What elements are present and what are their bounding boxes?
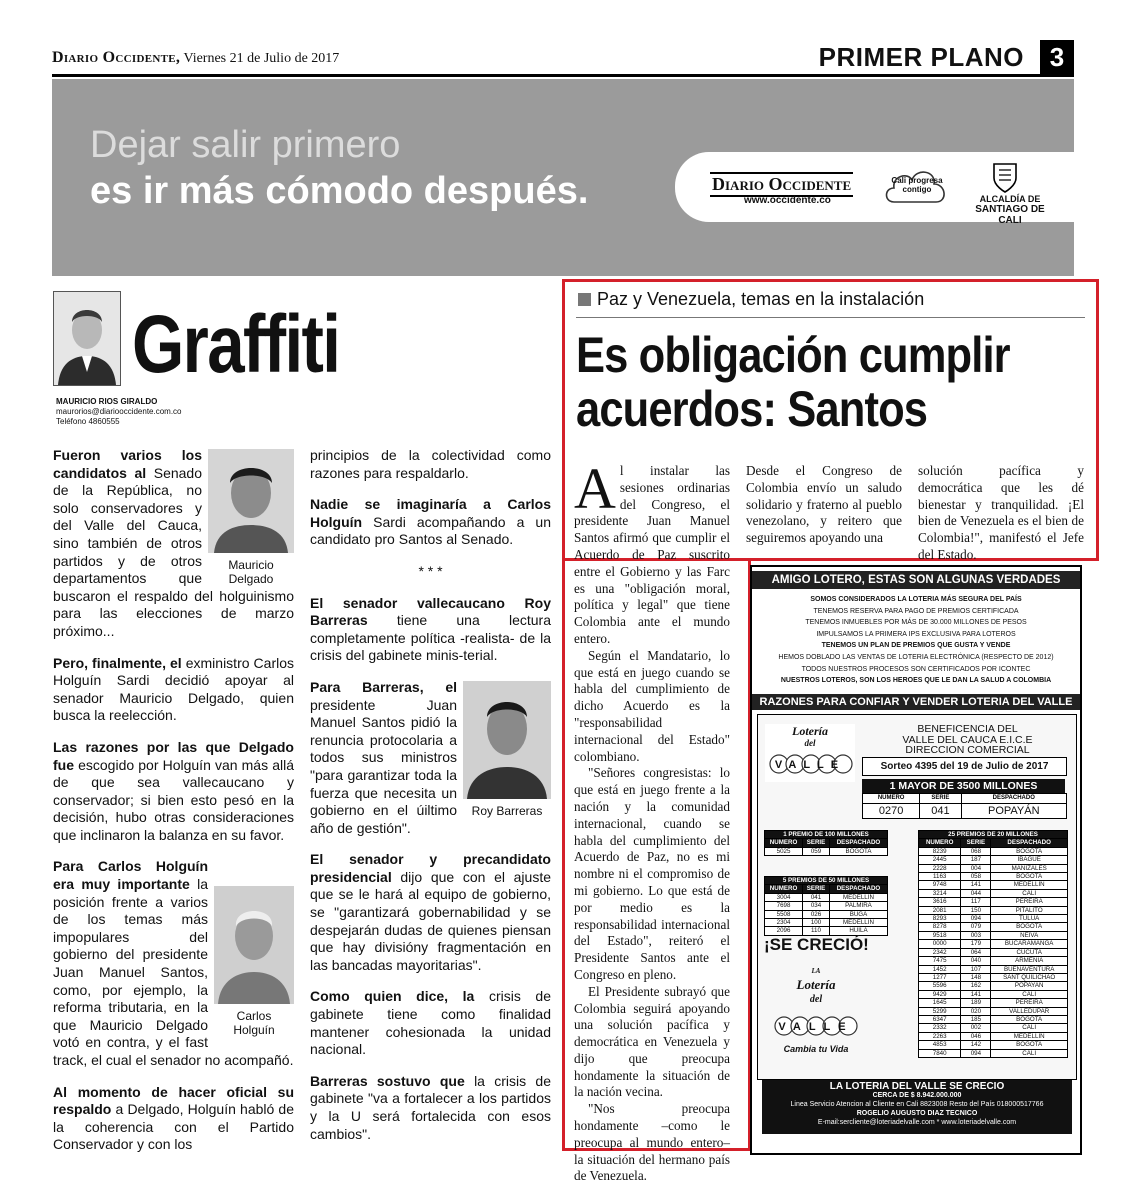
prize-city: POPAYÁN — [961, 804, 1066, 819]
prize-number: 8278 — [919, 923, 961, 931]
paragraph-lead: Nadie se imaginaría a Carlos Holguín — [310, 496, 551, 530]
mayor-prize-title: 1 MAYOR DE 3500 MILLONES — [862, 779, 1065, 793]
prize-number: 5508 — [765, 910, 803, 918]
col-header: NUMERO — [765, 885, 803, 893]
col-header: NUMERO — [765, 839, 803, 847]
prize-number: 1645 — [919, 999, 961, 1007]
paragraph-lead: Para Barreras, el — [310, 678, 457, 695]
paragraph-lead: Fueron varios los candidatos al — [53, 447, 202, 481]
prize-city: BOGOTA — [991, 847, 1068, 855]
prize-number: 2263 — [919, 1032, 961, 1040]
loteria-slogan: Cambia tu Vida — [783, 1044, 849, 1054]
prize-serie: 141 — [961, 881, 991, 889]
diario-occidente-url: www.occidente.co — [744, 195, 831, 206]
prize-serie: 079 — [961, 923, 991, 931]
prize-serie: 094 — [961, 915, 991, 923]
graffiti-paragraph — [53, 1084, 294, 1154]
prize-row — [919, 864, 1068, 872]
alcaldia-line-2: SANTIAGO DE CALI — [975, 204, 1045, 226]
prize-city: MANIZALES — [991, 864, 1068, 872]
paragraph-body: crisis de gabinete tiene como finalidad mantener cohesionada la unidad nacional. — [310, 988, 551, 1058]
graffiti-column-2 — [310, 447, 551, 1157]
holguin-portrait-icon — [214, 886, 294, 1004]
paragraph-lead: Las razones por las que Delgado fue — [53, 738, 294, 773]
logo-word: LA — [811, 967, 821, 975]
prize-row — [919, 965, 1068, 973]
prize-number: 5025 — [765, 847, 803, 855]
prize-city: CALI — [991, 1049, 1068, 1057]
author-email[interactable]: maurorios@diariooccidente.com.co — [56, 407, 182, 416]
holguin-photo-box — [214, 886, 294, 1036]
logo-word: Lotería — [796, 977, 836, 992]
prize-row — [919, 990, 1068, 998]
graffiti-paragraph — [310, 851, 551, 974]
author-name: MAURICIO RIOS GIRALDO — [56, 397, 158, 406]
alcaldia-label — [970, 194, 1050, 226]
dropcap: A — [574, 456, 616, 521]
sorteo-label: Sorteo 4395 del 19 de Julio de 2017 — [862, 757, 1067, 776]
banner-line-1: Dejar salir primero — [90, 124, 401, 166]
prize-serie: 026 — [803, 910, 830, 918]
author-portrait-icon — [54, 292, 120, 385]
col-header: DESPACHADO — [829, 839, 887, 847]
prize-row — [919, 1024, 1068, 1032]
issue-date: Viernes 21 de Julio de 2017 — [183, 51, 340, 66]
prize-row — [765, 847, 888, 855]
masthead-date-line — [52, 49, 339, 67]
paper-name: Diario Occidente, — [52, 49, 181, 66]
prize-row — [765, 910, 888, 918]
prize-city: BUCARAMANGA — [991, 940, 1068, 948]
se-crecio-label: ¡SE CRECIÓ! — [764, 935, 869, 954]
paragraph-lead: El senador vallecaucano Roy Barreras — [310, 594, 551, 629]
prize-number: 1452 — [919, 965, 961, 973]
prize-row — [919, 906, 1068, 914]
prize-serie: 107 — [961, 965, 991, 973]
paragraph-lead: Al momento de hacer oficial su respaldo — [53, 1083, 294, 1118]
mayor-prize-table — [862, 793, 1067, 819]
prize-city: PALMIRA — [829, 902, 887, 910]
premio-100-table — [764, 830, 888, 856]
prize-row — [919, 923, 1068, 931]
prize-number: 1163 — [919, 873, 961, 881]
footer-line: Linea Servicio Atencion al Cliente en Cali 8823008 Resto del País 018000517766 — [790, 1101, 1044, 1108]
prize-number: 3616 — [919, 898, 961, 906]
graffiti-paragraph — [53, 655, 294, 725]
prize-serie: 058 — [961, 873, 991, 881]
article-paragraph: Desde el Congreso de Colombia envío un saludo solidario y fraterno al pueblo venezolano, y reitero que seguiremos apoyando una — [746, 463, 902, 546]
paragraph-body: escogido por Holguín van más allá de que sea vallecaucano y conservador; si bien esto pesó en la decisión, hubo otras consideraciones que inclinaron la balanza en su favor. — [53, 756, 294, 843]
prize-row — [765, 919, 888, 927]
prize-number: 4853 — [919, 1041, 961, 1049]
col-header: DESPACHADO — [961, 794, 1066, 804]
prize-number: 2081 — [919, 906, 961, 914]
footer-line[interactable]: E-mail:sercliente@loteriadelvalle.com * www.loteriadelvalle.com — [817, 1119, 1017, 1126]
prize-serie: 041 — [803, 893, 830, 901]
prize-row — [919, 856, 1068, 864]
article-kicker — [578, 289, 924, 310]
barreras-photo-box — [463, 681, 551, 819]
prize-city: MEDELLIN — [991, 881, 1068, 889]
delgado-caption-line-1: Mauricio — [228, 557, 274, 572]
prize-city: PITALITO — [991, 906, 1068, 914]
prize-serie: 002 — [961, 1024, 991, 1032]
prize-serie: 189 — [961, 999, 991, 1007]
prize-number: 8293 — [919, 915, 961, 923]
prize-serie: 117 — [961, 898, 991, 906]
prize-serie: 004 — [961, 864, 991, 872]
delgado-portrait-icon — [208, 449, 294, 553]
prize-serie: 059 — [803, 847, 830, 855]
graffiti-paragraph — [310, 988, 551, 1058]
prize-city: MEDELLIN — [829, 893, 887, 901]
page-number: 3 — [1040, 40, 1074, 74]
prize-city: TULUA — [991, 915, 1068, 923]
prize-city: MEDELLIN — [991, 1032, 1068, 1040]
holguin-caption — [214, 1009, 294, 1037]
prize-city: BOGOTA — [991, 923, 1068, 931]
beneficencia-label — [870, 724, 1065, 756]
table-title: 5 PREMIOS DE 50 MILLONES — [765, 877, 888, 885]
author-info — [56, 397, 182, 427]
graffiti-paragraph — [310, 1073, 551, 1143]
lottery-footer — [762, 1080, 1072, 1134]
article-column-1 — [574, 456, 730, 1185]
prize-row — [919, 948, 1068, 956]
paragraph-body: a Delgado, Holguín habló de la coherencia con el Partido Conservador y con los — [53, 1101, 295, 1153]
graffiti-paragraph — [310, 595, 551, 665]
prize-city: IBAGUE — [991, 856, 1068, 864]
prize-city: HUILA — [829, 927, 887, 935]
holguin-caption-line-2: Holguín — [233, 1023, 275, 1038]
truth-item: SOMOS CONSIDERADOS LA LOTERIA MÁS SEGURA DEL PAÍS — [810, 596, 1022, 603]
premio-20-table — [918, 830, 1068, 1058]
prize-city: CUCUTA — [991, 948, 1068, 956]
prize-serie: 068 — [961, 847, 991, 855]
table-title: 25 PREMIOS DE 20 MILLONES — [919, 831, 1068, 839]
truth-item: IMPULSAMOS LA PRIMERA IPS EXCLUSIVA PARA LOTEROS — [816, 630, 1016, 638]
prize-number: 9429 — [919, 990, 961, 998]
prize-city: BOGOTA — [829, 847, 887, 855]
paragraph-text: l instalar las sesiones ordinarias del Congreso, el presidente Juan Manuel Santos afirmó que cumplir el Acuerdo de Paz suscrito entre el Gobierno y las Farc es una "obligación moral, política y legal" que tiene Colombia ante el mundo entero. — [574, 463, 730, 646]
paragraph-lead: Como quien dice, la — [310, 988, 475, 1005]
lottery-truths-list — [752, 594, 1080, 687]
col-header: SERIE — [803, 885, 830, 893]
paragraph-body: dijo que con el ajuste que se le hará al equipo de gobierno, se "garantizará gobernabilidad y se despejarán dudas de quienes piensan que hay divisióny fragmentación en las bancadas mayoritarias". — [310, 868, 551, 973]
article-column-2 — [746, 463, 902, 547]
benef-line: BENEFICENCIA DEL — [917, 723, 1018, 735]
prize-serie: 179 — [961, 940, 991, 948]
prize-number: 7840 — [919, 1049, 961, 1057]
article-paragraph: "Nos preocupa hondamente –como le preocupa al mundo entero– la situación del hermano país de Venezuela. — [574, 1101, 730, 1184]
prize-row — [919, 1049, 1068, 1057]
prize-serie: 020 — [961, 1007, 991, 1015]
prize-number: 9518 — [919, 931, 961, 939]
banner-line-2: es ir más cómodo después. — [90, 170, 589, 212]
prize-city: VALLEDUPAR — [991, 1007, 1068, 1015]
prize-serie: 150 — [961, 906, 991, 914]
col-header: NUMERO — [919, 839, 961, 847]
prize-city: PEREIRA — [991, 898, 1068, 906]
truth-item: TODOS NUESTROS PROCESOS SON CERTIFICADOS POR ICONTEC — [801, 665, 1031, 673]
kicker-text: Paz y Venezuela, temas en la instalación — [597, 289, 925, 309]
prize-city: NEIVA — [991, 931, 1068, 939]
alcaldia-line-1: ALCALDÍA DE — [979, 194, 1041, 204]
prize-serie: 064 — [961, 948, 991, 956]
diario-occidente-logo: Diario Occidente — [710, 172, 853, 197]
footer-line: LA LOTERIA DEL VALLE SE CRECIO — [829, 1081, 1005, 1092]
article-paragraph: "Señores congresistas: lo que está en juego frente a la nación y la comunidad internacional, cuando se habla del cumplimiento del Acuerdo de Paz, no es mi nombre ni el compromiso de mi gobierno. Lo que está de por medio es la responsabilidad internacional del Estado", reiteró el Presidente Santos ante el Congreso en pleno. — [574, 765, 730, 982]
cloud-text: Cali progresa contigo — [891, 176, 943, 194]
prize-serie: 040 — [961, 957, 991, 965]
paragraph-body: presidente Juan Manuel Santos pidió la renuncia protocolaria a todos sus ministros "para garantizar toda la fuerza que necesita un gobierno en el úiltimo año de gestión". — [310, 696, 457, 836]
premio-50-table — [764, 876, 888, 936]
header-rule — [52, 74, 1074, 77]
prize-number: 2228 — [919, 864, 961, 872]
prize-row — [919, 1007, 1068, 1015]
graffiti-paragraph: principios de la colectividad como razones para respaldarlo. — [310, 447, 551, 481]
col-header: DESPACHADO — [829, 885, 887, 893]
col-header: SERIE — [961, 839, 991, 847]
col-header: NUMERO — [863, 794, 920, 804]
graffiti-title: Graffiti — [132, 299, 340, 390]
prize-row — [919, 973, 1068, 981]
prize-row — [919, 898, 1068, 906]
prize-serie: 034 — [803, 902, 830, 910]
truth-item: NUESTROS LOTEROS, SON LOS HEROES QUE LE DAN LA SALUD A COLOMBIA — [780, 677, 1052, 685]
truth-item: HEMOS DOBLADO LAS VENTAS DE LOTERIA ELECTRÓNICA (RESPECTO DE 2012) — [778, 653, 1054, 661]
kicker-square-icon — [578, 293, 591, 306]
prize-serie: 100 — [803, 919, 830, 927]
prize-number: 8239 — [919, 847, 961, 855]
prize-row — [919, 999, 1068, 1007]
prize-city: CALI — [991, 990, 1068, 998]
footer-line: ROGELIO AUGUSTO DIAZ TECNICO — [856, 1110, 978, 1117]
table-title: 1 PREMIO DE 100 MILLONES — [765, 831, 888, 839]
benef-line: DIRECCION COMERCIAL — [905, 744, 1030, 756]
paragraph-body: la posición frente a varios de los temas más impopulares del gobierno del presidente Juan Manuel Santos, como, por ejemplo, la reforma tributaria, en la que Mauricio Delgado votó en contra, y el fast track, el cual el senador no acompañó. — [53, 876, 294, 1068]
prize-number: 0000 — [919, 940, 961, 948]
prize-serie: 094 — [961, 1049, 991, 1057]
article-headline: Es obligación cumplir acuerdos: Santos — [576, 327, 1010, 437]
article-paragraph: Según el Mandatario, lo que está en juego cuando se habla del cumplimiento de dicho Acuerdo es la "responsabilidad internacional del Estado" colombiano. — [574, 647, 730, 764]
prize-city: PEREIRA — [991, 999, 1068, 1007]
prize-city: BUGA — [829, 910, 887, 918]
prize-row — [765, 902, 888, 910]
prize-city: BUENAVENTURA — [991, 965, 1068, 973]
prize-city: BOGOTA — [991, 1041, 1068, 1049]
loteria-logo-text — [768, 726, 852, 749]
prize-serie: 148 — [961, 973, 991, 981]
section-separator: * * * — [418, 562, 443, 579]
prize-number: 7698 — [765, 902, 803, 910]
prize-row — [919, 915, 1068, 923]
prize-number: 0270 — [863, 804, 920, 819]
prize-row — [919, 847, 1068, 855]
prize-city: CALI — [991, 889, 1068, 897]
graffiti-paragraph — [53, 739, 294, 845]
loteria-logo-2-valle: VALLE — [778, 1021, 854, 1033]
truth-item: TENEMOS RESERVA PARA PAGO DE PREMIOS CERTIFICADA — [813, 607, 1019, 615]
prize-serie: 110 — [803, 927, 830, 935]
paragraph-lead: Para Carlos Holguín era muy importante — [53, 858, 208, 893]
benef-line: VALLE DEL CAUCA E.I.C.E — [902, 733, 1033, 746]
prize-serie: 185 — [961, 1015, 991, 1023]
prize-city: SANT QUILICHAO — [991, 973, 1068, 981]
prize-serie: 141 — [961, 990, 991, 998]
prize-row — [919, 881, 1068, 889]
delgado-caption — [208, 558, 294, 586]
prize-number: 9748 — [919, 881, 961, 889]
prize-serie: 162 — [961, 982, 991, 990]
truth-item: TENEMOS INMUEBLES POR MÁS DE 30.000 MILLONES DE PESOS — [805, 619, 1027, 627]
prize-number: 2332 — [919, 1024, 961, 1032]
graffiti-paragraph — [310, 496, 551, 549]
col-header: SERIE — [920, 794, 961, 804]
author-phone: Teléfono 4860555 — [56, 417, 120, 426]
barreras-portrait-icon — [463, 681, 551, 799]
prize-city: POPAYAN — [991, 982, 1068, 990]
paragraph-lead: Pero, finalmente, el — [53, 654, 182, 671]
prize-row — [919, 931, 1068, 939]
prize-row — [919, 1015, 1068, 1023]
prize-city: BOGOTA — [991, 873, 1068, 881]
city-crest-icon — [988, 160, 1022, 194]
delgado-photo-box — [208, 449, 294, 586]
prize-row — [919, 873, 1068, 881]
prize-number: 3214 — [919, 889, 961, 897]
prize-number: 7475 — [919, 957, 961, 965]
logo-word: del — [809, 994, 823, 1005]
loteria-logo-2-text — [770, 962, 862, 1006]
prize-serie: 041 — [920, 804, 961, 819]
prize-number: 2342 — [919, 948, 961, 956]
paragraph-body: la crisis de gabinete "va a fortalecer a los partidos y la U será fortalecida con esos cambios". — [310, 1072, 551, 1142]
graffiti-column-1 — [53, 447, 294, 1168]
prize-city: BOGOTA — [991, 1015, 1068, 1023]
prize-row — [919, 940, 1068, 948]
prize-row — [919, 1032, 1068, 1040]
footer-line: CERCA DE $ 8.942.000.000 — [872, 1092, 962, 1099]
logo-word: Lotería — [792, 724, 828, 738]
col-header: SERIE — [803, 839, 830, 847]
prize-serie: 046 — [961, 1032, 991, 1040]
paragraph-body: tiene una lectura completamente política -realista- de la crisis del gabinete minis-terial. — [310, 612, 551, 664]
prize-serie: 187 — [961, 856, 991, 864]
section-title: PRIMER PLANO — [818, 42, 1024, 72]
prize-number: 2096 — [765, 927, 803, 935]
prize-number: 2304 — [765, 919, 803, 927]
article-paragraph: solución pacífica y democrática que les dé bienestar y tranquilidad. ¡El bien de Venezuela es el bien de Colombia!", manifestó el Jefe del Estado. — [918, 463, 1084, 562]
prize-number: 2445 — [919, 856, 961, 864]
kicker-rule — [576, 317, 1085, 318]
paragraph-lead: Barreras sostuvo que — [310, 1072, 465, 1089]
article-column-3 — [918, 463, 1084, 564]
prize-number: 3004 — [765, 893, 803, 901]
delgado-caption-line-2: Delgado — [228, 571, 274, 586]
prize-city: MEDELLIN — [829, 919, 887, 927]
truth-item: TENEMOS UN PLAN DE PREMIOS QUE GUSTA Y VENDE — [821, 642, 1011, 650]
article-paragraph: El Presidente subrayó que Colombia seguirá apoyando una solución pacífica y democrática en Venezuela y dijo que preocupa hondamente la situación de la nación vecina. — [574, 983, 730, 1100]
col-header: DESPACHADO — [991, 839, 1068, 847]
loteria-logo-valle: VALLE — [774, 759, 846, 771]
prize-serie: 044 — [961, 889, 991, 897]
prize-row — [919, 889, 1068, 897]
paragraph-body: Senado de la República, no solo conservadores y del Valle del Cauca, sino también de otros partidos y de otros departamentos que buscaron el respaldo del holguinismo para las elecciones de marzo próximo... — [53, 464, 294, 639]
barreras-caption: Roy Barreras — [471, 803, 543, 818]
prize-number: 1277 — [919, 973, 961, 981]
prize-row — [919, 1041, 1068, 1049]
article-paragraph — [574, 456, 730, 648]
prize-city: CALI — [991, 1024, 1068, 1032]
prize-row — [765, 893, 888, 901]
prize-serie: 003 — [961, 931, 991, 939]
prize-number: 5596 — [919, 982, 961, 990]
paragraph-body: Sardi acompañando a un candidato pro Santos al Senado. — [310, 513, 551, 548]
paragraph-lead: El senador y precandidato presidencial — [310, 851, 551, 885]
author-photo — [53, 291, 121, 386]
prize-serie: 142 — [961, 1041, 991, 1049]
lottery-header-2: RAZONES PARA CONFIAR Y VENDER LOTERIA DEL VALLE — [752, 694, 1080, 710]
logo-word: del — [804, 738, 816, 748]
prize-row — [919, 957, 1068, 965]
lottery-header-1: AMIGO LOTERO, ESTAS SON ALGUNAS VERDADES — [752, 571, 1080, 589]
prize-row — [919, 982, 1068, 990]
holguin-caption-line-1: Carlos — [236, 1009, 272, 1024]
paragraph-body: exministro Carlos Holguín Sardi decidió apoyar al senador Mauricio Delgado, quien busca la reelección. — [53, 654, 295, 724]
prize-city: ARMENIA — [991, 957, 1068, 965]
prize-number: 6347 — [919, 1015, 961, 1023]
prize-number: 5299 — [919, 1007, 961, 1015]
